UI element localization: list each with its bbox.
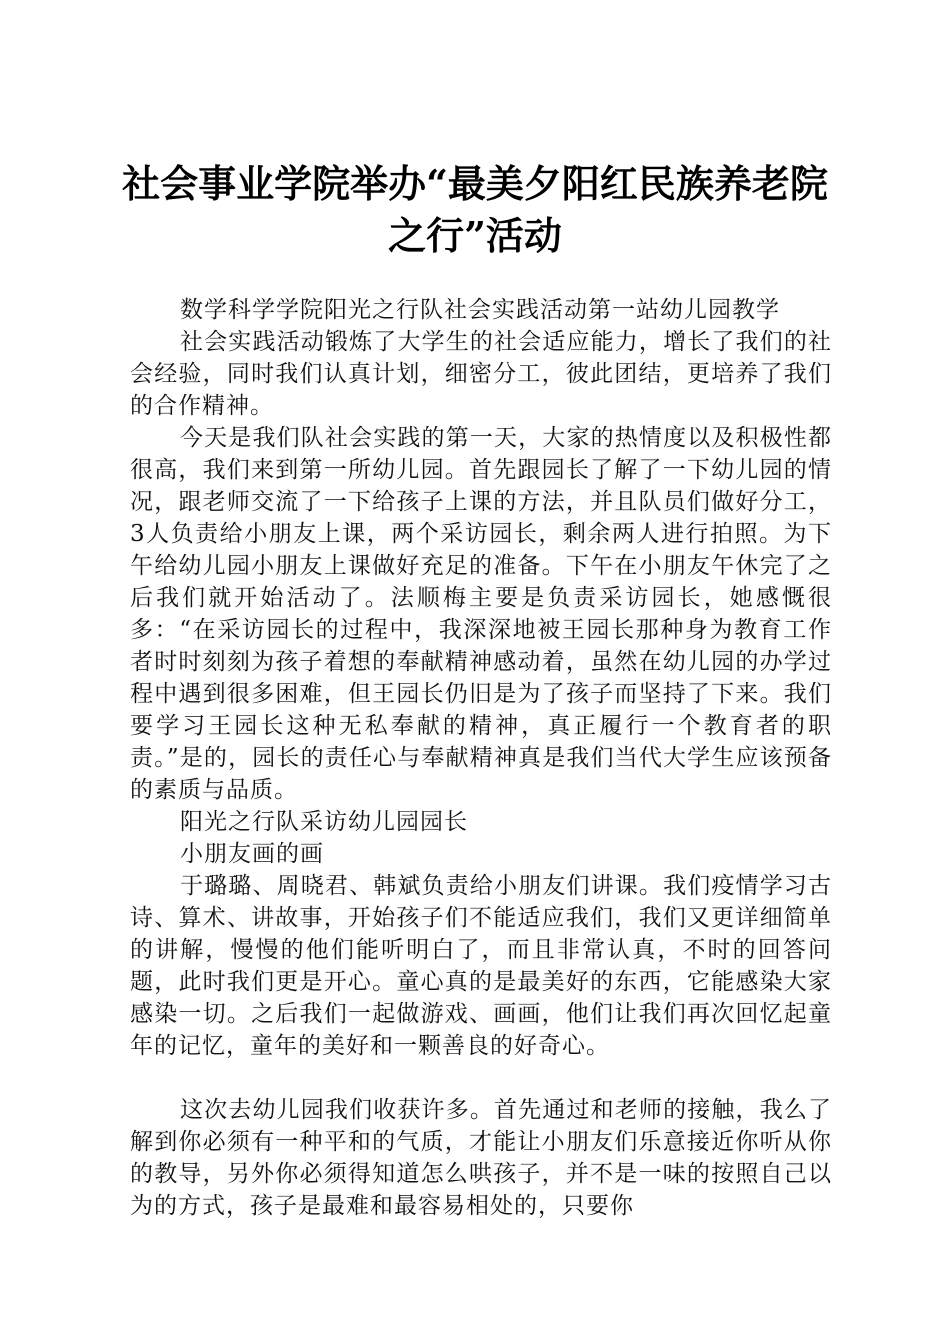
paragraph-subtitle: 数学科学学院阳光之行队社会实践活动第一站幼儿园教学 — [180, 297, 780, 323]
paragraph: 于璐璐、周晓君、韩斌负责给小朋友们讲课。我们疫情学习古诗、算术、讲故事，开始孩子们不能适应我们，我们又更详细简单的讲解，慢慢的他们能听明白了，而且非常认真，不时的回答问题，此时我们更是开心。童心真的是最美好的东西，它能感染大家感染一切。之后我们一起做游戏、画画，他们让我们再次回忆起童年的记忆，童年的美好和一颗善良的好奇心。 — [130, 873, 832, 1059]
document-title: 社会事业学院举办“最美夕阳红民族养老院之行”活动 — [122, 161, 828, 258]
photo-caption: 阳光之行队采访幼儿园园长 — [180, 809, 468, 835]
photo-caption: 小朋友画的画 — [180, 841, 324, 867]
paragraph: 这次去幼儿园我们收获许多。首先通过和老师的接触，我么了解到你必须有一种平和的气质，才能让小朋友们乐意接近你听从你的教导，另外你必须得知道怎么哄孩子，并不是一味的按照自己以为的方式，孩子是最难和最容易相处的，只要你 — [130, 1097, 832, 1219]
document-body — [130, 294, 832, 1222]
paragraph: 社会实践活动锻炼了大学生的社会适应能力，增长了我们的社会经验，同时我们认真计划，细密分工，彼此团结，更培养了我们的合作精神。 — [130, 329, 832, 419]
paragraph: 今天是我们队社会实践的第一天，大家的热情度以及积极性都很高，我们来到第一所幼儿园。首先跟园长了解了一下幼儿园的情况，跟老师交流了一下给孩子上课的方法，并且队员们做好分工，3人负责给小朋友上课，两个采访园长，剩余两人进行拍照。为下午给幼儿园小朋友上课做好充足的准备。下午在小朋友午休完了之后我们就开始活动了。法顺梅主要是负责采访园长，她感慨很多：“在采访园长的过程中，我深深地被王园长那种身为教育工作者时时刻刻为孩子着想的奉献精神感动着，虽然在幼儿园的办学过程中遇到很多困难，但王园长仍旧是为了孩子而坚持了下来。我们要学习王园长这种无私奉献的精神，真正履行一个教育者的职责。”是的，园长的责任心与奉献精神真是我们当代大学生应该预备的素质与品质。 — [130, 425, 832, 803]
